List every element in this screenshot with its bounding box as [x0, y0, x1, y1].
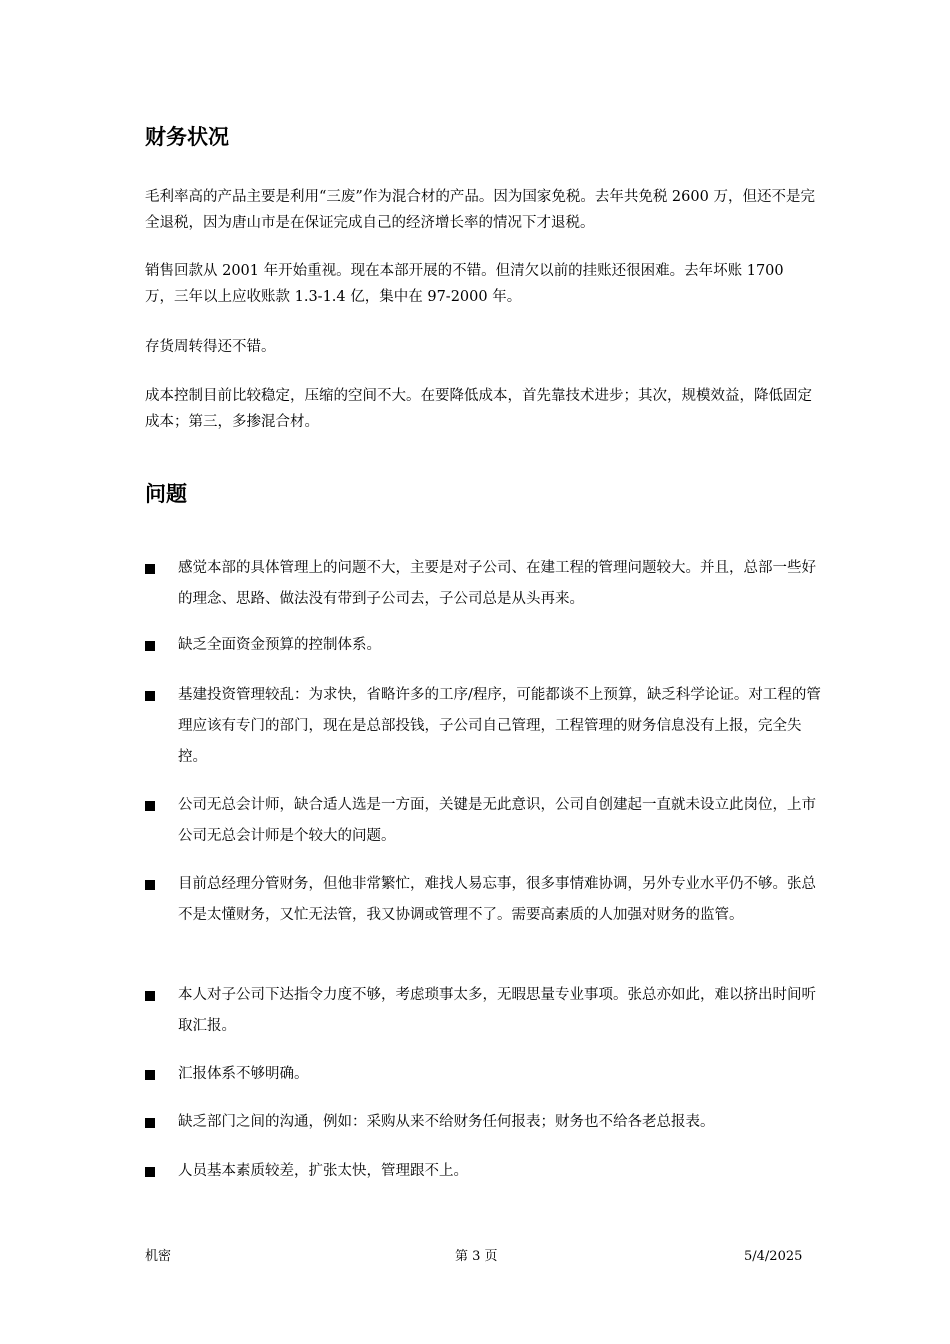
problem-text: 感觉本部的具体管理上的问题不大，主要是对子公司、在建工程的管理问题较大。并且，总部一些好的理念、思路、做法没有带到子公司去，子公司总是从头再来。 — [178, 560, 816, 607]
square-bullet-icon — [145, 564, 155, 574]
problem-text: 公司无总会计师，缺合适人选是一方面，关键是无此意识，公司自创建起一直就未设立此岗位，上市公司无总会计师是个较大的问题。 — [178, 797, 816, 844]
section-heading-finance: 财务状况 — [145, 125, 229, 149]
problem-text: 汇报体系不够明确。 — [178, 1066, 309, 1082]
problem-text: 目前总经理分管财务，但他非常繁忙，难找人易忘事，很多事情难协调，另外专业水平仍不够。张总不是太懂财务，又忙无法管，我又协调或管理不了。需要高素质的人加强对财务的监管。 — [178, 876, 816, 923]
footer-confidential: 机密 — [145, 1249, 172, 1264]
problem-text: 基建投资管理较乱：为求快，省略许多的工序/程序，可能都谈不上预算，缺乏科学论证。对工程的管理应该有专门的部门，现在是总部投钱，子公司自己管理，工程管理的财务信息没有上报，完全失控。 — [178, 687, 821, 765]
square-bullet-icon — [145, 880, 155, 890]
finance-paragraph-1: 毛利率高的产品主要是利用“三废”作为混合材的产品。因为国家免税。去年共免税 2600 万，但还不是完全退税，因为唐山市是在保证完成自己的经济增长率的情况下才退税。 — [145, 189, 815, 231]
section-heading-problems: 问题 — [145, 482, 187, 506]
square-bullet-icon — [145, 1070, 155, 1080]
problem-text: 缺乏部门之间的沟通，例如：采购从来不给财务任何报表；财务也不给各老总报表。 — [178, 1114, 715, 1130]
problem-text: 人员基本素质较差，扩张太快，管理跟不上。 — [178, 1163, 468, 1179]
square-bullet-icon — [145, 1118, 155, 1128]
footer-date: 5/4/2025 — [744, 1249, 803, 1264]
square-bullet-icon — [145, 801, 155, 811]
problem-text: 本人对子公司下达指令力度不够，考虑琐事太多，无暇思量专业事项。张总亦如此，难以挤出时间听取汇报。 — [178, 987, 816, 1034]
finance-paragraph-3: 存货周转得还不错。 — [145, 339, 276, 355]
finance-paragraph-2: 销售回款从 2001 年开始重视。现在本部开展的不错。但清欠以前的挂账还很困难。去年坏账 1700 万，三年以上应收账款 1.3-1.4 亿，集中在 97-2000 年。 — [145, 263, 784, 305]
square-bullet-icon — [145, 991, 155, 1001]
square-bullet-icon — [145, 1167, 155, 1177]
square-bullet-icon — [145, 641, 155, 651]
problem-text: 缺乏全面资金预算的控制体系。 — [178, 637, 381, 653]
square-bullet-icon — [145, 691, 155, 701]
footer-page-number: 第 3 页 — [455, 1249, 498, 1264]
finance-paragraph-4: 成本控制目前比较稳定，压缩的空间不大。在要降低成本，首先靠技术进步；其次，规模效益，降低固定成本；第三，多掺混合材。 — [145, 388, 812, 430]
